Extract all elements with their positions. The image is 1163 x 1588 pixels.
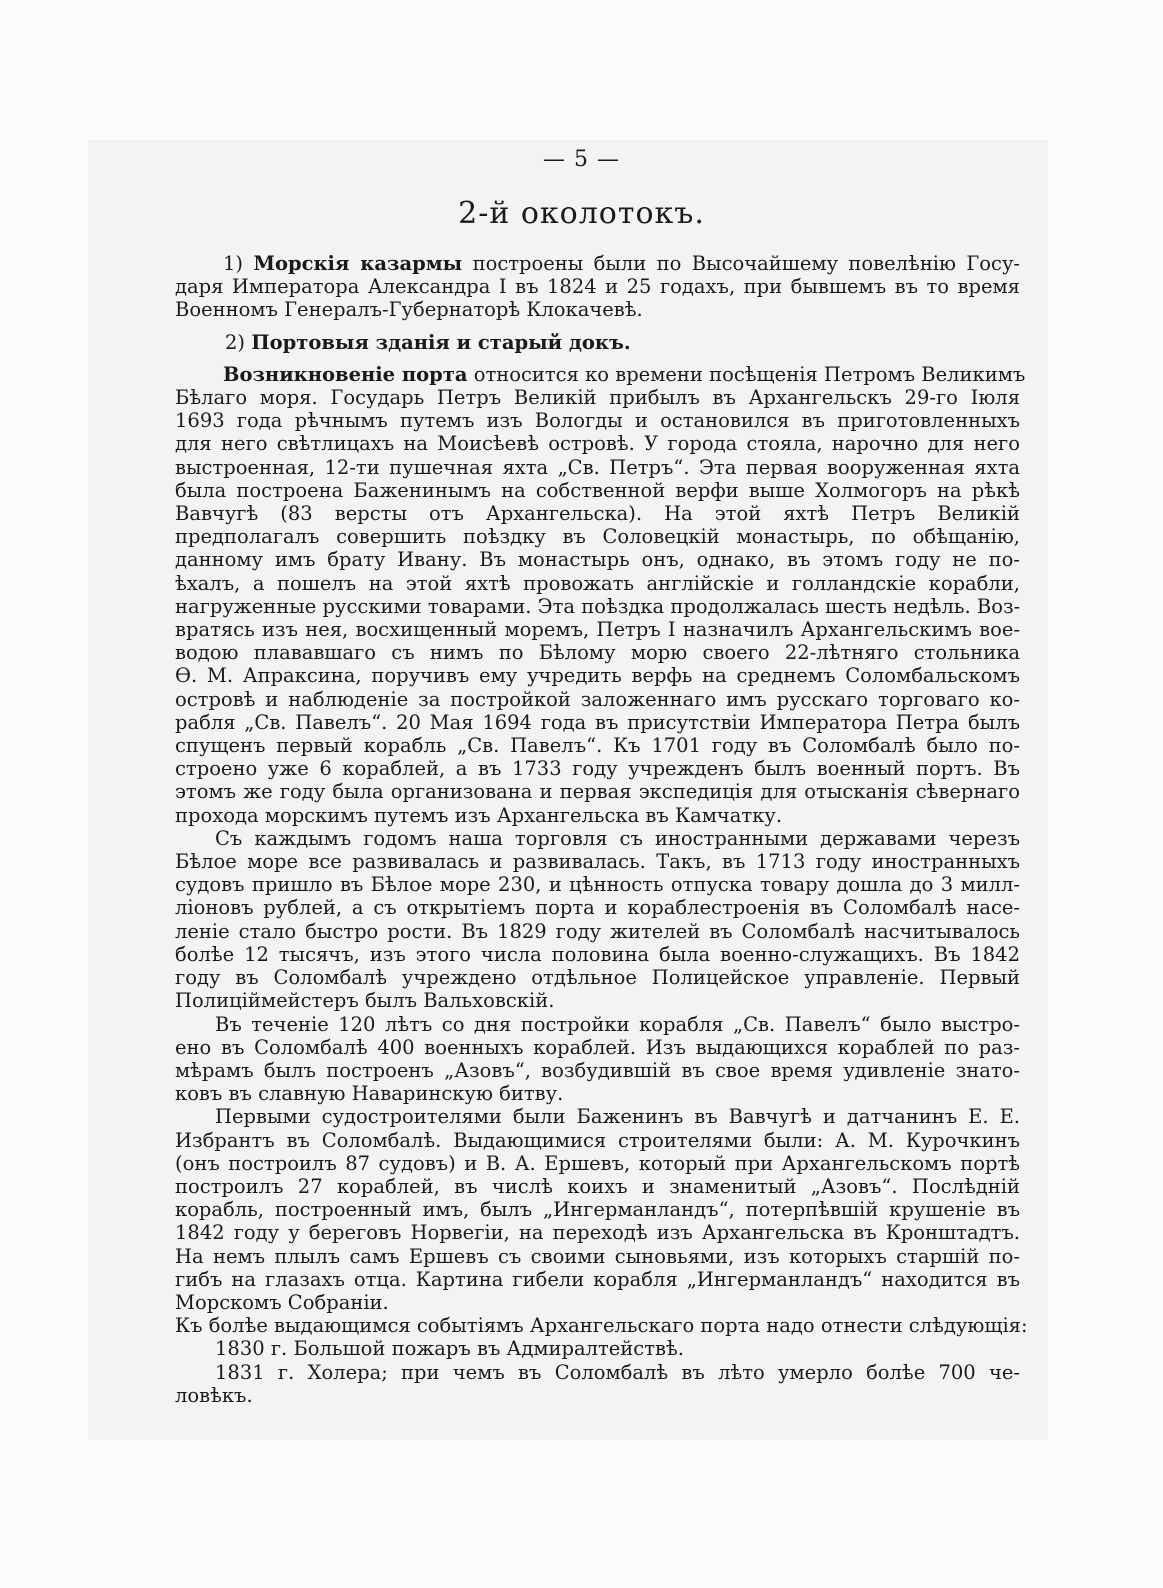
- text-line: 2) Портовыя зданія и старый докъ.: [225, 330, 631, 354]
- text-line: Первыми судостроителями были Баженинъ въ Вавчугѣ и датчанинъ Е. Е.: [215, 1105, 1020, 1129]
- paragraph-8: [175, 1337, 1020, 1360]
- paragraph-6: [175, 1105, 1020, 1314]
- text-line: была построена Баженинымъ на собственной верфи выше Холмогоръ на рѣкѣ: [175, 478, 1020, 502]
- text-line: построилъ 27 кораблей, въ числѣ коихъ и знаменитый „Азовъ“. Послѣдній: [175, 1174, 1020, 1198]
- text-line: 1842 году у береговъ Норвегіи, на переходѣ изъ Архангельска въ Кронштадтъ.: [175, 1221, 1020, 1245]
- text-line: ковъ въ славную Наваринскую битву.: [175, 1082, 564, 1106]
- text-line: строено уже 6 кораблей, а въ 1733 году учрежденъ былъ военный портъ. Въ: [175, 757, 1020, 781]
- text-line: ліоновъ рублей, а съ открытіемъ порта и кораблестроенія въ Соломбалѣ насе-: [175, 896, 1020, 920]
- text-line: вратясь изъ нея, восхищенный моремъ, Петръ I назначилъ Архангельскимъ вое-: [175, 618, 1020, 642]
- text-line: даря Императора Александра I въ 1824 и 25 годахъ, при бывшемъ въ то время: [175, 275, 1020, 299]
- text-line: Вавчугѣ (83 версты отъ Архангельска). На этой яхтѣ Петръ Великій: [175, 502, 1020, 526]
- text-line: Военномъ Генералъ-Губернаторѣ Клокачевѣ.: [175, 298, 643, 322]
- text-line: мѣрамъ былъ построенъ „Азовъ“, возбудившій въ свое время удивленіе знато-: [175, 1058, 1020, 1082]
- text-line: предполагалъ совершить поѣздку въ Соловецкій монастырь, по обѣщанію,: [175, 525, 1020, 549]
- bold-heading: Возникновеніе порта: [223, 362, 468, 386]
- text-line: На немъ плылъ самъ Ершевъ съ своими сыновьями, изъ которыхъ старшій по-: [175, 1244, 1020, 1268]
- text-line: Бѣлаго моря. Государь Петръ Великій прибылъ въ Архангельскъ 29-го Іюля: [175, 386, 1020, 410]
- text-line: Избрантъ въ Соломбалѣ. Выдающимися строителями были: А. М. Курочкинъ: [175, 1128, 1020, 1152]
- text-line: 1831 г. Холера; при чемъ въ Соломбалѣ въ лѣто умерло болѣе 700 че-: [215, 1360, 1020, 1384]
- text-line: спущенъ первый корабль „Св. Павелъ“. Къ 1701 году въ Соломбалѣ было по-: [175, 734, 1020, 758]
- bold-heading: Морскія казармы: [253, 252, 463, 275]
- paragraph-1: [175, 252, 1020, 322]
- text-line: Полиціймейстеръ былъ Вальховскій.: [175, 989, 555, 1013]
- paragraph-4: [175, 827, 1020, 1013]
- body-text: [175, 252, 1028, 1407]
- text-line: 1693 года рѣчнымъ путемъ изъ Вологды и остановился въ приготовленныхъ: [175, 409, 1020, 433]
- text-line: корабль, построенный имъ, былъ „Ингерманландъ“, потерпѣвшій крушеніе въ: [175, 1198, 1020, 1222]
- page-number: — 5 —: [543, 147, 620, 172]
- text-line: году въ Соломбалѣ учреждено отдѣльное Полицейское управленіе. Первый: [175, 966, 1020, 990]
- paragraph-9: [175, 1361, 1020, 1407]
- text-line: гибъ на глазахъ отца. Картина гибели корабля „Ингерманландъ“ находится въ: [175, 1267, 1020, 1291]
- text-line: водою плававшаго съ нимъ по Бѣлому морю своего 22-лѣтняго стольника: [175, 641, 1020, 665]
- text-line: для него свѣтлицахъ на Моисѣевѣ островѣ. У города стояла, нарочно для него: [175, 432, 1020, 456]
- text-line: рабля „Св. Павелъ“. 20 Мая 1694 года въ присутствіи Императора Петра былъ: [175, 710, 1020, 734]
- paragraph-7: [175, 1314, 1028, 1338]
- text-line: нагруженные русскими товарами. Эта поѣздка продолжалась шесть недѣль. Воз-: [175, 594, 1021, 618]
- text-line: (онъ построилъ 87 судовъ) и В. А. Ершевъ, который при Архангельскомъ портѣ: [175, 1151, 1020, 1175]
- paragraph-5: [175, 1013, 1020, 1106]
- text-line: ловѣкъ.: [175, 1383, 253, 1407]
- text-line: Къ болѣе выдающимся событіямъ Архангельскаго порта надо отнести слѣдующія:: [175, 1314, 1028, 1338]
- text-line: островѣ и наблюденіе за постройкой заложеннаго имъ русскаго торговаго ко-: [175, 687, 1020, 711]
- text-line: Возникновеніе порта относится ко времени посѣщенія Петромъ Великимъ: [223, 362, 1026, 386]
- text-line: Въ теченіе 120 лѣтъ со дня постройки корабля „Св. Павелъ“ было выстро-: [215, 1012, 1020, 1036]
- text-line: прохода морскимъ путемъ изъ Архангельска въ Камчатку.: [175, 803, 783, 827]
- bold-heading: Портовыя зданія и старый докъ.: [251, 330, 631, 354]
- text-line: Бѣлое море все развивалась и развивалась. Такъ, въ 1713 году иностранныхъ: [175, 850, 1020, 874]
- text-line: судовъ пришло въ Бѣлое море 230, и цѣнность отпуска товару дошла до 3 милл-: [175, 873, 1020, 897]
- text-line: ено въ Соломбалѣ 400 военныхъ кораблей. Изъ выдающихся кораблей по раз-: [175, 1035, 1020, 1059]
- paragraph-3: [175, 362, 1026, 827]
- text-line: 1) Морскія казармы построены были по Высочайшему повелѣнію Госу-: [223, 252, 1021, 275]
- text-line: 1830 г. Большой пожаръ въ Адмиралтействѣ.: [215, 1337, 684, 1361]
- text-line: леніе стало быстро рости. Въ 1829 году жителей въ Соломбалѣ насчитывалось: [175, 919, 1020, 943]
- text-line: болѣе 12 тысячъ, изъ этого числа половина была военно-служащихъ. Въ 1842: [175, 942, 1020, 966]
- section-title: 2-й околотокъ.: [458, 196, 705, 231]
- text-line: Ѳ. М. Апраксина, поручивъ ему учредить верфь на среднемъ Соломбальскомъ: [175, 664, 1020, 688]
- text-line: этомъ же году была организована и первая экспедиція для отысканія сѣвернаго: [175, 780, 1020, 804]
- text-line: ѣхалъ, а пошелъ на этой яхтѣ провожать англійскіе и голландскіе корабли,: [175, 571, 1020, 595]
- text-line: выстроенная, 12-ти пушечная яхта „Св. Петръ“. Эта первая вооруженная яхта: [175, 455, 1020, 479]
- text-line: Морскомъ Собраніи.: [175, 1290, 389, 1314]
- text-line: данному имъ брату Ивану. Въ монастырь онъ, однако, въ этомъ году не по-: [175, 548, 1020, 572]
- paragraph-2: [175, 331, 1020, 354]
- text-line: Съ каждымъ годомъ наша торговля съ иностранными державами черезъ: [215, 826, 1020, 850]
